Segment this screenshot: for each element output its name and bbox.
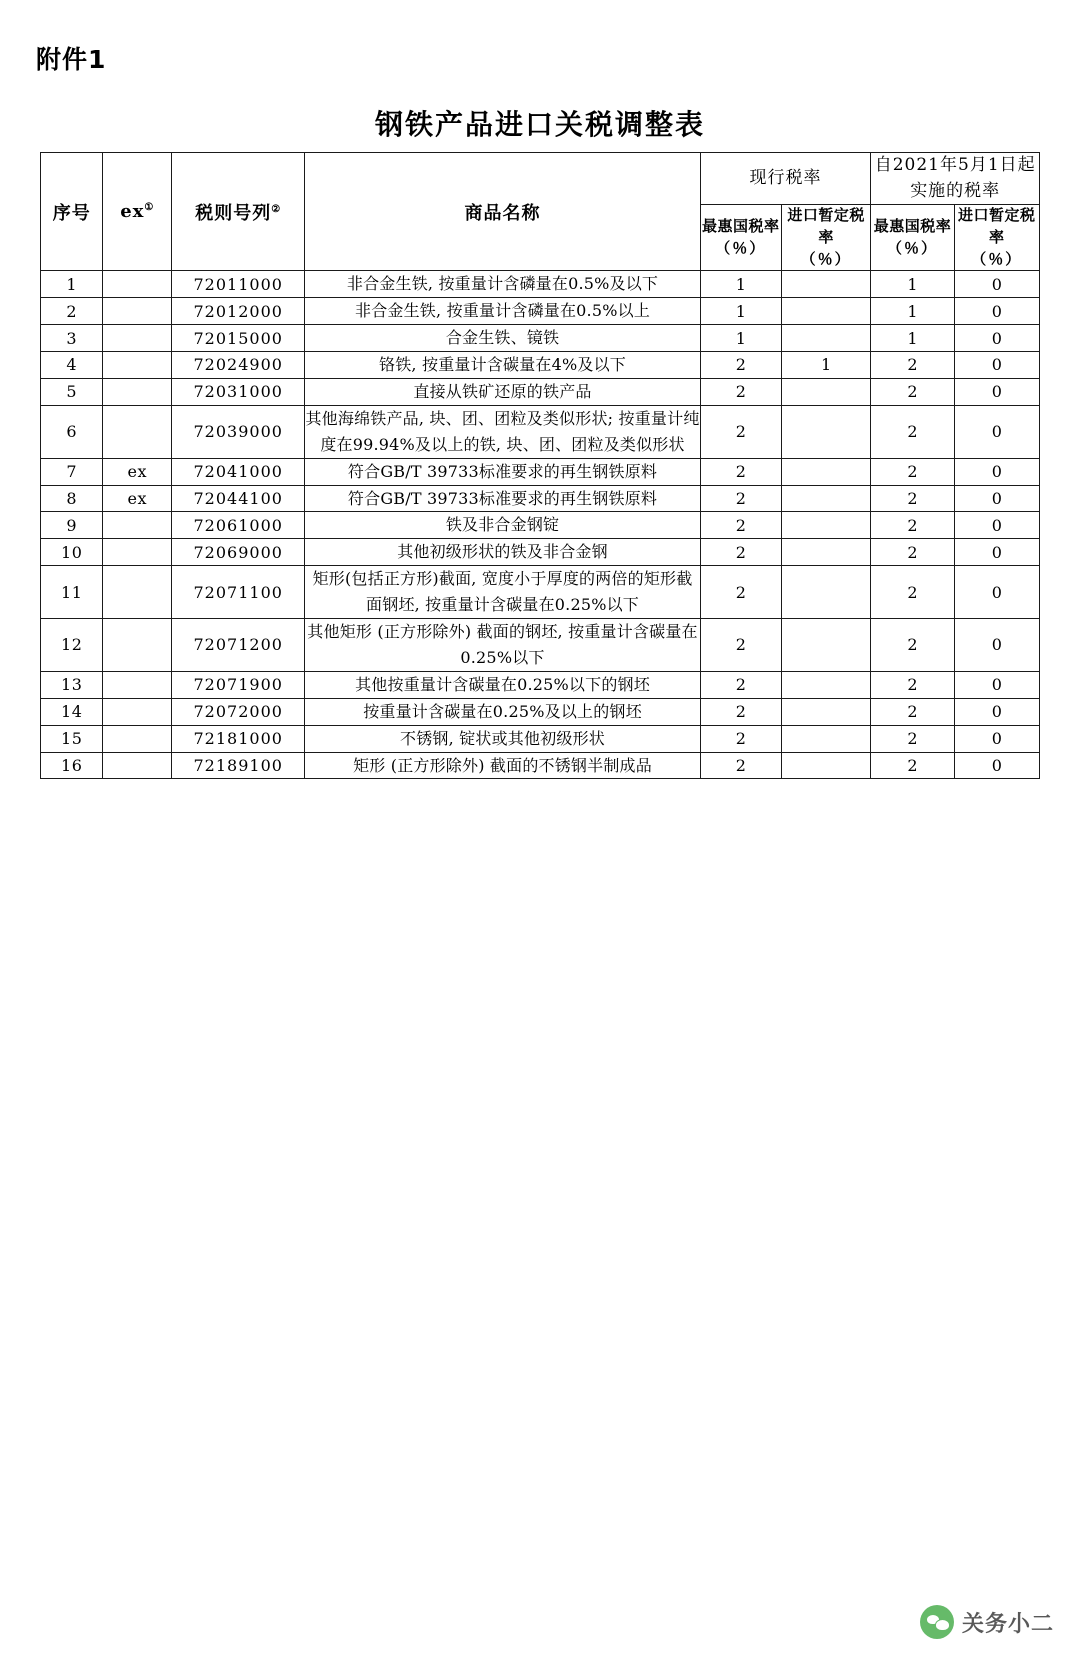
table-row <box>41 566 1040 619</box>
cell-tariff-code: 72011000 <box>172 271 305 298</box>
cell-current-mfn-rate: 2 <box>700 671 781 698</box>
footnote-mark-2: ② <box>271 203 282 215</box>
footnote-mark-1: ① <box>144 202 155 214</box>
cell-product-name: 矩形(包括正方形)截面, 宽度小于厚度的两倍的矩形截面钢坯, 按重量计含碳量在0.25%以下 <box>305 566 700 619</box>
cell-current-mfn-rate: 2 <box>700 752 781 779</box>
column-header-ex <box>103 153 172 271</box>
column-header-new-temp-label: 进口暂定税率 <box>958 206 1036 246</box>
cell-current-mfn-rate: 2 <box>700 458 781 485</box>
cell-current-mfn-rate: 1 <box>700 298 781 325</box>
cell-seq: 16 <box>41 752 103 779</box>
cell-new-mfn-rate: 2 <box>871 671 954 698</box>
cell-new-mfn-rate: 1 <box>871 325 954 352</box>
cell-current-mfn-rate: 2 <box>700 485 781 512</box>
table-row <box>41 698 1040 725</box>
cell-new-mfn-rate: 2 <box>871 725 954 752</box>
cell-new-mfn-rate: 2 <box>871 458 954 485</box>
table-row <box>41 671 1040 698</box>
cell-new-mfn-rate: 1 <box>871 271 954 298</box>
cell-product-name: 其他初级形状的铁及非合金钢 <box>305 539 700 566</box>
table-row <box>41 539 1040 566</box>
cell-tariff-code: 72044100 <box>172 485 305 512</box>
column-header-current-mfn-label: 最惠国税率 <box>702 216 780 235</box>
cell-new-mfn-rate: 1 <box>871 298 954 325</box>
cell-ex <box>103 405 172 458</box>
table-body <box>41 271 1040 779</box>
cell-product-name: 不锈钢, 锭状或其他初级形状 <box>305 725 700 752</box>
table-row <box>41 752 1040 779</box>
table-row <box>41 512 1040 539</box>
cell-current-mfn-rate: 2 <box>700 512 781 539</box>
cell-current-temp-rate <box>781 325 870 352</box>
cell-product-name: 铁及非合金钢锭 <box>305 512 700 539</box>
table-row <box>41 725 1040 752</box>
cell-new-mfn-rate: 2 <box>871 698 954 725</box>
cell-current-mfn-rate: 2 <box>700 619 781 672</box>
cell-new-temp-rate: 0 <box>954 405 1039 458</box>
cell-product-name: 非合金生铁, 按重量计含磷量在0.5%以上 <box>305 298 700 325</box>
table-row <box>41 458 1040 485</box>
cell-tariff-code: 72024900 <box>172 351 305 378</box>
cell-product-name: 直接从铁矿还原的铁产品 <box>305 378 700 405</box>
watermark-text: 关务小二 <box>961 1611 1054 1637</box>
column-group-header-current: 现行税率 <box>700 153 871 205</box>
cell-product-name: 其他海绵铁产品, 块、团、团粒及类似形状; 按重量计纯度在99.94%及以上的铁, 块、团、团粒及类似形状 <box>305 405 700 458</box>
cell-seq: 12 <box>41 619 103 672</box>
table-row <box>41 378 1040 405</box>
cell-new-temp-rate: 0 <box>954 725 1039 752</box>
cell-tariff-code: 72071900 <box>172 671 305 698</box>
cell-current-mfn-rate: 2 <box>700 566 781 619</box>
cell-new-temp-rate: 0 <box>954 539 1039 566</box>
cell-seq: 14 <box>41 698 103 725</box>
cell-ex <box>103 351 172 378</box>
cell-current-temp-rate <box>781 671 870 698</box>
cell-tariff-code: 72041000 <box>172 458 305 485</box>
cell-current-temp-rate <box>781 378 870 405</box>
cell-current-temp-rate <box>781 698 870 725</box>
cell-product-name: 铬铁, 按重量计含碳量在4%及以下 <box>305 351 700 378</box>
cell-seq: 1 <box>41 271 103 298</box>
cell-ex <box>103 752 172 779</box>
cell-new-mfn-rate: 2 <box>871 539 954 566</box>
cell-ex <box>103 271 172 298</box>
table-row <box>41 298 1040 325</box>
column-header-code <box>172 153 305 271</box>
cell-new-mfn-rate: 2 <box>871 351 954 378</box>
column-header-current-temp <box>781 205 870 271</box>
chat-bubble-icon <box>920 1605 954 1639</box>
cell-product-name: 符合GB/T 39733标准要求的再生钢铁原料 <box>305 485 700 512</box>
cell-current-temp-rate <box>781 485 870 512</box>
cell-product-name: 矩形 (正方形除外) 截面的不锈钢半制成品 <box>305 752 700 779</box>
cell-seq: 15 <box>41 725 103 752</box>
cell-tariff-code: 72012000 <box>172 298 305 325</box>
column-header-seq: 序号 <box>41 153 103 271</box>
cell-seq: 5 <box>41 378 103 405</box>
column-header-current-temp-unit: （％） <box>800 249 852 268</box>
cell-tariff-code: 72039000 <box>172 405 305 458</box>
attachment-label: 附件1 <box>36 45 107 74</box>
cell-ex <box>103 378 172 405</box>
cell-current-temp-rate <box>781 405 870 458</box>
cell-ex <box>103 298 172 325</box>
cell-current-mfn-rate: 2 <box>700 725 781 752</box>
column-header-new-temp-unit: （％） <box>971 249 1023 268</box>
cell-seq: 13 <box>41 671 103 698</box>
column-header-new-mfn-unit: （％） <box>886 238 938 257</box>
cell-ex <box>103 566 172 619</box>
cell-tariff-code: 72189100 <box>172 752 305 779</box>
cell-tariff-code: 72069000 <box>172 539 305 566</box>
column-header-current-temp-label: 进口暂定税率 <box>787 206 865 246</box>
table-row <box>41 485 1040 512</box>
cell-new-temp-rate: 0 <box>954 512 1039 539</box>
cell-current-temp-rate <box>781 725 870 752</box>
cell-new-temp-rate: 0 <box>954 325 1039 352</box>
cell-ex <box>103 325 172 352</box>
cell-product-name: 非合金生铁, 按重量计含磷量在0.5%及以下 <box>305 271 700 298</box>
cell-seq: 11 <box>41 566 103 619</box>
cell-seq: 4 <box>41 351 103 378</box>
table-header-row-1 <box>41 153 1040 205</box>
cell-seq: 6 <box>41 405 103 458</box>
cell-new-mfn-rate: 2 <box>871 378 954 405</box>
cell-ex <box>103 539 172 566</box>
table-row <box>41 325 1040 352</box>
cell-new-mfn-rate: 2 <box>871 619 954 672</box>
cell-current-mfn-rate: 1 <box>700 271 781 298</box>
table-row <box>41 619 1040 672</box>
cell-ex: ex <box>103 485 172 512</box>
cell-current-temp-rate <box>781 458 870 485</box>
cell-current-mfn-rate: 2 <box>700 405 781 458</box>
cell-current-temp-rate <box>781 512 870 539</box>
cell-seq: 10 <box>41 539 103 566</box>
cell-ex: ex <box>103 458 172 485</box>
cell-ex <box>103 619 172 672</box>
cell-new-mfn-rate: 2 <box>871 405 954 458</box>
cell-current-temp-rate <box>781 752 870 779</box>
column-header-new-mfn-label: 最惠国税率 <box>873 216 952 235</box>
table-row <box>41 351 1040 378</box>
cell-seq: 7 <box>41 458 103 485</box>
cell-new-temp-rate: 0 <box>954 271 1039 298</box>
cell-tariff-code: 72181000 <box>172 725 305 752</box>
column-header-current-mfn <box>700 205 781 271</box>
cell-current-temp-rate <box>781 271 870 298</box>
cell-tariff-code: 72031000 <box>172 378 305 405</box>
page-title: 钢铁产品进口关税调整表 <box>374 108 705 141</box>
cell-tariff-code: 72071100 <box>172 566 305 619</box>
cell-new-mfn-rate: 2 <box>871 512 954 539</box>
cell-product-name: 合金生铁、镜铁 <box>305 325 700 352</box>
column-header-ex-label: ex <box>120 201 145 223</box>
cell-ex <box>103 512 172 539</box>
column-header-code-label: 税则号列 <box>195 202 272 224</box>
cell-new-mfn-rate: 2 <box>871 485 954 512</box>
cell-ex <box>103 671 172 698</box>
cell-new-mfn-rate: 2 <box>871 752 954 779</box>
cell-new-temp-rate: 0 <box>954 458 1039 485</box>
cell-product-name: 符合GB/T 39733标准要求的再生钢铁原料 <box>305 458 700 485</box>
tariff-adjustment-table <box>40 152 1040 779</box>
cell-new-temp-rate: 0 <box>954 298 1039 325</box>
cell-new-temp-rate: 0 <box>954 485 1039 512</box>
cell-new-temp-rate: 0 <box>954 378 1039 405</box>
cell-tariff-code: 72071200 <box>172 619 305 672</box>
cell-tariff-code: 72072000 <box>172 698 305 725</box>
cell-current-temp-rate: 1 <box>781 351 870 378</box>
cell-new-temp-rate: 0 <box>954 671 1039 698</box>
cell-current-temp-rate <box>781 566 870 619</box>
cell-seq: 9 <box>41 512 103 539</box>
cell-new-temp-rate: 0 <box>954 351 1039 378</box>
column-header-new-mfn <box>871 205 954 271</box>
cell-current-temp-rate <box>781 619 870 672</box>
cell-tariff-code: 72061000 <box>172 512 305 539</box>
cell-current-temp-rate <box>781 539 870 566</box>
cell-new-temp-rate: 0 <box>954 566 1039 619</box>
cell-current-mfn-rate: 2 <box>700 698 781 725</box>
cell-new-mfn-rate: 2 <box>871 566 954 619</box>
cell-tariff-code: 72015000 <box>172 325 305 352</box>
cell-ex <box>103 725 172 752</box>
table-header <box>41 153 1040 271</box>
column-header-current-mfn-unit: （％） <box>715 238 767 257</box>
cell-seq: 2 <box>41 298 103 325</box>
column-header-name: 商品名称 <box>305 153 700 271</box>
cell-current-temp-rate <box>781 298 870 325</box>
cell-new-temp-rate: 0 <box>954 619 1039 672</box>
cell-product-name: 其他按重量计含碳量在0.25%以下的钢坯 <box>305 671 700 698</box>
cell-seq: 8 <box>41 485 103 512</box>
cell-product-name: 其他矩形 (正方形除外) 截面的钢坯, 按重量计含碳量在0.25%以下 <box>305 619 700 672</box>
table-row <box>41 271 1040 298</box>
cell-new-temp-rate: 0 <box>954 752 1039 779</box>
cell-current-mfn-rate: 2 <box>700 539 781 566</box>
watermark <box>920 1605 1054 1639</box>
table-row <box>41 405 1040 458</box>
cell-product-name: 按重量计含碳量在0.25%及以上的钢坯 <box>305 698 700 725</box>
column-group-header-new: 自2021年5月1日起实施的税率 <box>871 153 1040 205</box>
cell-new-temp-rate: 0 <box>954 698 1039 725</box>
cell-current-mfn-rate: 2 <box>700 378 781 405</box>
cell-ex <box>103 698 172 725</box>
cell-seq: 3 <box>41 325 103 352</box>
cell-current-mfn-rate: 2 <box>700 351 781 378</box>
column-header-new-temp <box>954 205 1039 271</box>
cell-current-mfn-rate: 1 <box>700 325 781 352</box>
